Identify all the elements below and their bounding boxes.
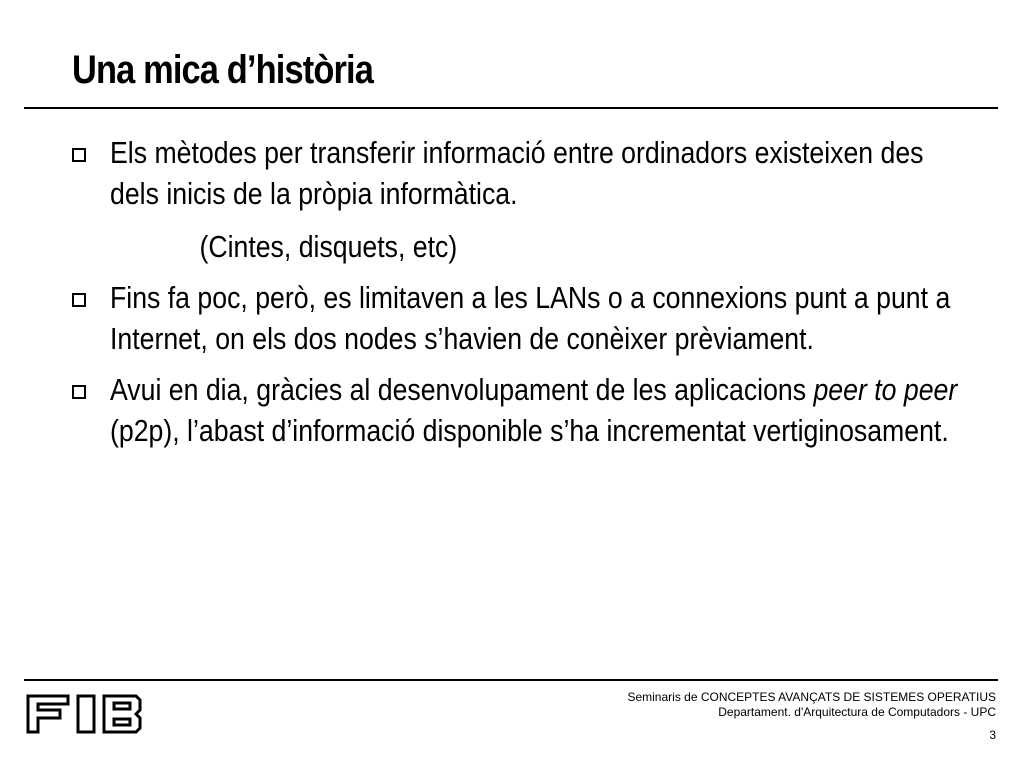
bullet-item-1 [72,132,1012,267]
square-bullet-icon [72,148,86,162]
bullet-text-3 [110,369,961,451]
footer-divider [24,679,998,681]
bullet-item-3 [72,369,1012,451]
bullet-text-1: Els mètodes per transferir informació entre ordinadors existeixen des dels inicis de la pròpia informàtica. [110,135,924,211]
page-number: 3 [989,728,996,742]
bullet-text-2: Fins fa poc, però, es limitaven a les LANs o a connexions punt a punt a Internet, on els dos nodes s’havien de conèixer prèviament. [110,280,951,356]
bullet-subtext-1: (Cintes, disquets, etc) [199,229,458,264]
fib-logo [24,688,144,738]
slide-title: Una mica d’història [72,48,373,92]
bullet-text-3-after: (p2p), l’abast d’informació disponible s’ha incrementat vertiginosament. [110,413,949,448]
bullet-item-2 [72,277,1012,359]
footer-seminar: Seminaris de CONCEPTES AVANÇATS DE SISTEMES OPERATIUS [627,690,996,704]
slide-content [72,132,1012,461]
footer-text [627,690,996,720]
bullet-text-3-before: Avui en dia, gràcies al desenvolupament de les aplicacions [110,372,814,407]
footer-department: Departament. d'Arquitectura de Computadors - UPC [718,705,996,719]
square-bullet-icon [72,293,86,307]
bullet-text-3-emphasis: peer to peer [813,372,958,407]
title-divider [24,107,998,109]
square-bullet-icon [72,385,86,399]
